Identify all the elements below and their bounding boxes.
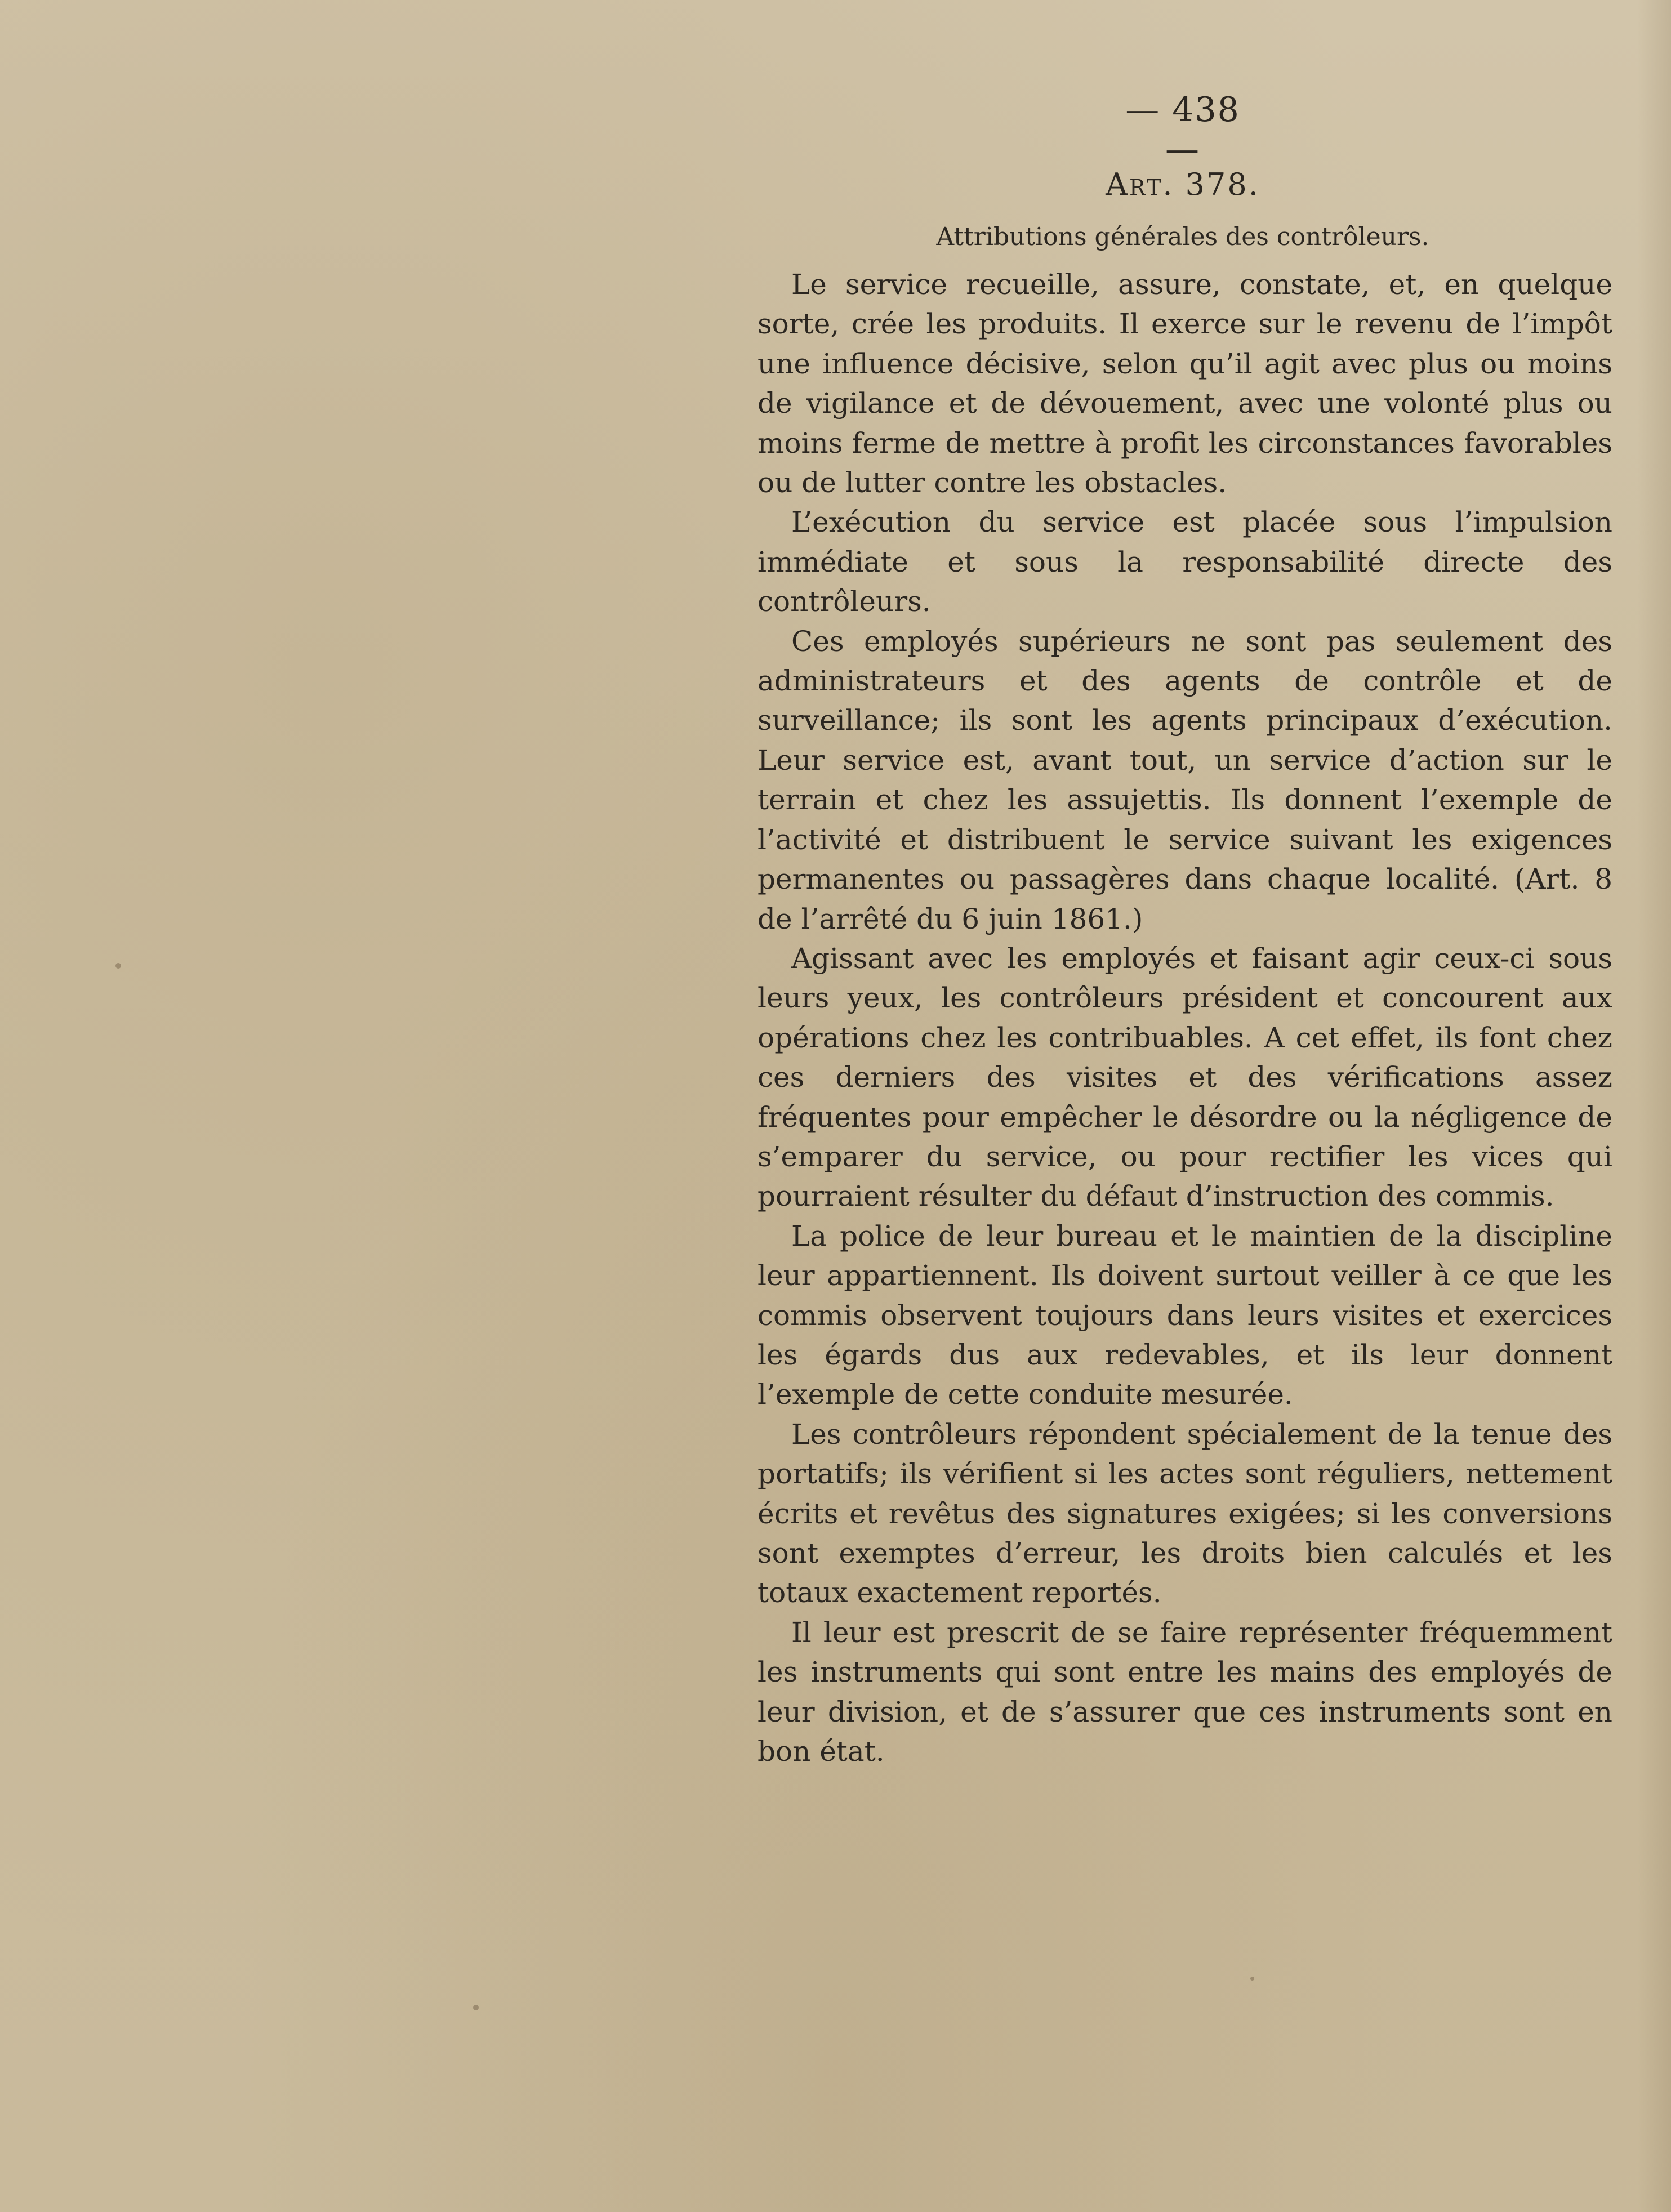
- paragraph: Les contrôleurs répondent spécialement de la tenue des portatifs; ils vérifient si les actes sont réguliers, nettement écrits et revêtus des signatures exigées; si les conversions sont exemptes d’erreur, les droits bien calculés et les totaux exactement reportés.: [757, 1417, 1612, 1609]
- paragraph: Ces employés supérieurs ne sont pas seulement des administrateurs et des agents de contrôle et de surveillance; ils sont les agents principaux d’exécution. Leur service est, avant tout, un service d’action sur le terrain et chez les assujettis. Ils donnent l’exemple de l’activité et distribuent le service suivant les exigences permanentes ou passagères dans chaque localité. (Art. 8 de l’arrêté du 6 juin 1861.): [757, 625, 1612, 935]
- page-number: — 438 —: [1125, 90, 1240, 169]
- paper-speck: [473, 2005, 479, 2010]
- paragraph: La police de leur bureau et le maintien de la discipline leur appartiennent. Ils doivent surtout veiller à ce que les commis observent toujours dans leurs visites et exercices les égards dus aux redevables, et ils leur donnent l’exemple de cette conduite mesurée.: [757, 1219, 1612, 1411]
- paper-speck: [115, 963, 121, 969]
- paragraph: Il leur est prescrit de se faire représenter fréquemment les instruments qui sont entre les mains des employés de leur division, et de s’assurer que ces instruments sont en bon état.: [757, 1616, 1612, 1768]
- paragraph: L’exécution du service est placée sous l’impulsion immédiate et sous la responsabilité directe des contrôleurs.: [757, 506, 1612, 618]
- paragraph: Agissant avec les employés et faisant agir ceux-ci sous leurs yeux, les contrôleurs président et concourent aux opérations chez les contribuables. A cet effet, ils font chez ces derniers des visites et des vérifications assez fréquentes pour empêcher le désordre ou la négligence de s’emparer du service, ou pour rectifier les vices qui pourraient résulter du défaut d’instruction des commis.: [757, 942, 1612, 1213]
- paper-speck: [1250, 1977, 1254, 1981]
- paragraph: Le service recueille, assure, constate, et, en quelque sorte, crée les produits. Il exerce sur le revenu de l’impôt une influence décisive, selon qu’il agit avec plus ou moins de vigilance et de dévouement, avec une volonté plus ou moins ferme de mettre à profit les circonstances favorables ou de lutter contre les obstacles.: [757, 268, 1612, 500]
- page-edge-shadow: [1637, 0, 1671, 2212]
- article-body: [757, 265, 1612, 1771]
- article-subtitle: Attributions générales des contrôleurs.: [936, 222, 1429, 251]
- article-heading: Art. 378.: [1106, 167, 1260, 202]
